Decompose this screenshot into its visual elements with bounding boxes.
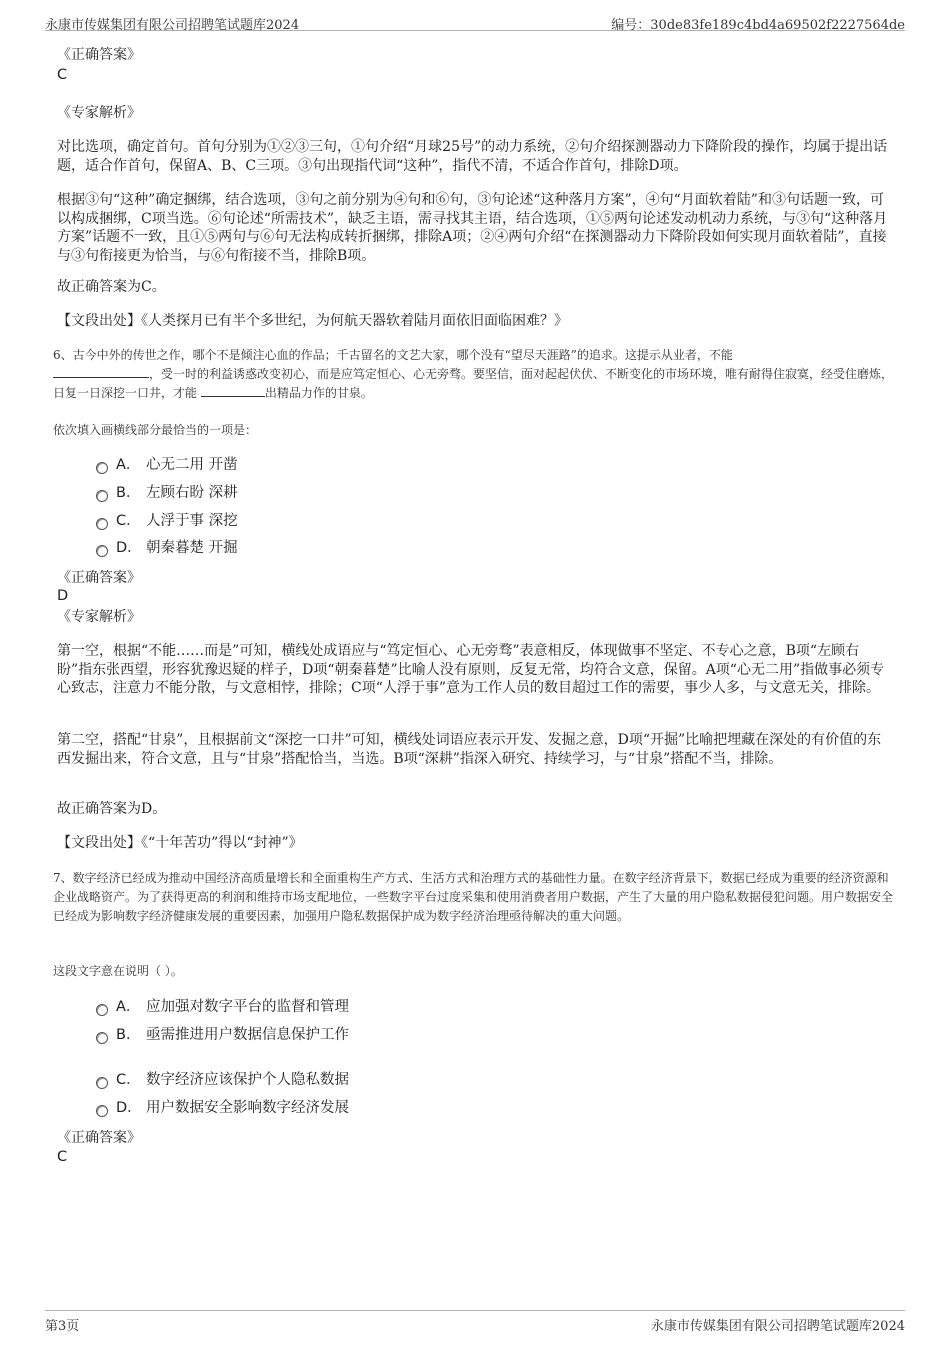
question-stem — [53, 346, 893, 403]
analysis-paragraph: 根据③句“这种”确定捆绑，结合选项，③句之前分别为④句和⑥句，③句论述“这种落月方案”，④句“月面软着陆”和③句话题一致，可以构成捆绑，C项当选。⑥句论述“所需技术”，缺乏主语，需寻找其主语，结合选项，①⑤两句论述发动机动力系统，与③句“这种落月方案”话题不一致，且①⑤两句与⑥句无法构成转折捆绑，排除A项；②④两句介绍“在探测器动力下降阶段如何实现月面软着陆”，直接与③句衔接更为恰当，与⑥句衔接不当，排除B项。 — [57, 192, 888, 264]
option-letter: B． — [116, 485, 141, 501]
option-c[interactable] — [96, 1070, 349, 1090]
radio-icon[interactable] — [96, 1077, 108, 1089]
option-d[interactable] — [96, 538, 238, 558]
fill-blank — [201, 384, 265, 397]
radio-icon[interactable] — [96, 462, 108, 474]
radio-icon[interactable] — [96, 545, 108, 557]
option-text: 人浮于事 深挖 — [146, 513, 238, 529]
footer-title: 永康市传媒集团有限公司招聘笔试题库2024 — [650, 1319, 905, 1334]
analysis-paragraph: 第二空，搭配“甘泉”，且根据前文“深挖一口井”可知，横线处词语应表示开发、发掘之意，D项“开掘”比喻把埋藏在深处的有价值的东西发掘出来，符合文意，且与“甘泉”搭配恰当，当选。B项“深耕”指深入研究、持续学习，与“甘泉”搭配不当，排除。 — [57, 732, 882, 767]
option-text: 朝秦暮楚 开掘 — [146, 540, 238, 556]
option-letter: A． — [116, 457, 141, 473]
option-a[interactable] — [96, 455, 238, 475]
option-text: 左顾右盼 深耕 — [146, 485, 238, 501]
question-text: 出精品力作的甘泉。 — [264, 386, 373, 400]
conclusion: 故正确答案为C。 — [57, 279, 166, 295]
analysis-paragraph: 对比选项，确定首句。首句分别为①②③三句，①句介绍“月球25号”的动力系统，②句介绍探测器动力下降阶段的操作，均属于提出话题，适合作首句，保留A、B、C三项。③句出现指代词“这种”，指代不清，不适合作首句，排除D项。 — [57, 139, 888, 174]
option-text: 亟需推进用户数据信息保护工作 — [146, 1027, 349, 1043]
radio-icon[interactable] — [96, 1004, 108, 1016]
page-header — [45, 8, 905, 31]
option-text: 心无二用 开凿 — [146, 457, 238, 473]
option-d[interactable] — [96, 1098, 349, 1118]
answer-label: 《正确答案》 — [57, 570, 141, 586]
radio-icon[interactable] — [96, 1032, 108, 1044]
question-stem: 7、数字经济已经成为推动中国经济高质量增长和全面重构生产方式、生活方式和治理方式的基础性力量。在数字经济背景下，数据已经成为重要的经济资源和企业战略资产。为了获得更高的利润和维持市场支配地位，一些数字平台过度采集和使用消费者用户数据，产生了大量的用户隐私数据侵犯问题。用户数据安全已经成为影响数字经济健康发展的重要因素，加强用户隐私数据保护成为数字经济治理亟待解决的重大问题。 — [53, 871, 894, 923]
radio-icon[interactable] — [96, 1105, 108, 1117]
answer-label: 《正确答案》 — [57, 1130, 141, 1146]
analysis-paragraph: 第一空，根据“不能……而是”可知，横线处成语应与“笃定恒心、心无旁骛”表意相反，体现做事不坚定、不专心之意，B项“左顾右盼”指东张西望，形容犹豫迟疑的样子，D项“朝秦暮楚”比喻人没有原则，反复无常，均符合文意，保留。A项“心无二用”指做事必须专心致志，注意力不能分散，与文意相悖，排除；C项“人浮于事”意为工作人员的数目超过工作的需要，事少人多，与文意无关，排除。 — [57, 643, 885, 696]
option-text: 用户数据安全影响数字经济发展 — [146, 1100, 349, 1116]
header-doc-id: 编号：30de83fe189c4bd4a69502f2227564de — [611, 18, 905, 33]
fill-blank — [53, 365, 149, 378]
page-number: 第3页 — [45, 1319, 80, 1334]
question-text: 6、古今中外的传世之作，哪个不是倾注心血的作品；千古留名的文艺大家，哪个没有“望尽天涯路”的追求。这提示从业者，不能 — [53, 348, 733, 362]
conclusion: 故正确答案为D。 — [57, 801, 167, 817]
page-footer — [45, 1310, 905, 1333]
answer-label: 《正确答案》 — [57, 47, 141, 63]
question-prompt: 这段文字意在说明（ ）。 — [53, 964, 183, 978]
option-c[interactable] — [96, 511, 238, 531]
question-text: ，受一时的利益诱惑改变初心，而是应笃定恒心、心无旁骛。要坚信，面对起起伏伏、不断变化的市场环境，唯有耐得住寂寞，经受住磨炼，日复一日深挖一口井，才能 — [53, 367, 894, 400]
option-letter: D． — [116, 540, 142, 556]
question-prompt: 依次填入画横线部分最恰当的一项是： — [53, 423, 258, 437]
analysis-label: 《专家解析》 — [57, 105, 141, 121]
radio-icon[interactable] — [96, 518, 108, 530]
radio-icon[interactable] — [96, 490, 108, 502]
option-letter: A． — [116, 999, 141, 1015]
option-letter: C． — [116, 1072, 141, 1088]
answer-value: D — [57, 588, 69, 604]
option-letter: B． — [116, 1027, 141, 1043]
option-a[interactable] — [96, 997, 349, 1017]
analysis-label: 《专家解析》 — [57, 609, 141, 625]
answer-value: C — [57, 67, 68, 83]
option-letter: D． — [116, 1100, 142, 1116]
option-text: 数字经济应该保护个人隐私数据 — [146, 1072, 349, 1088]
option-text: 应加强对数字平台的监督和管理 — [146, 999, 349, 1015]
header-title: 永康市传媒集团有限公司招聘笔试题库2024 — [45, 18, 300, 33]
option-b[interactable] — [96, 483, 238, 503]
option-letter: C． — [116, 513, 141, 529]
source-citation: 【文段出处】《“十年苦功”得以“封神”》 — [57, 835, 303, 851]
answer-value: C — [57, 1149, 68, 1165]
source-citation: 【文段出处】《人类探月已有半个多世纪，为何航天器软着陆月面依旧面临困难？》 — [57, 313, 568, 329]
option-b[interactable] — [96, 1025, 349, 1045]
